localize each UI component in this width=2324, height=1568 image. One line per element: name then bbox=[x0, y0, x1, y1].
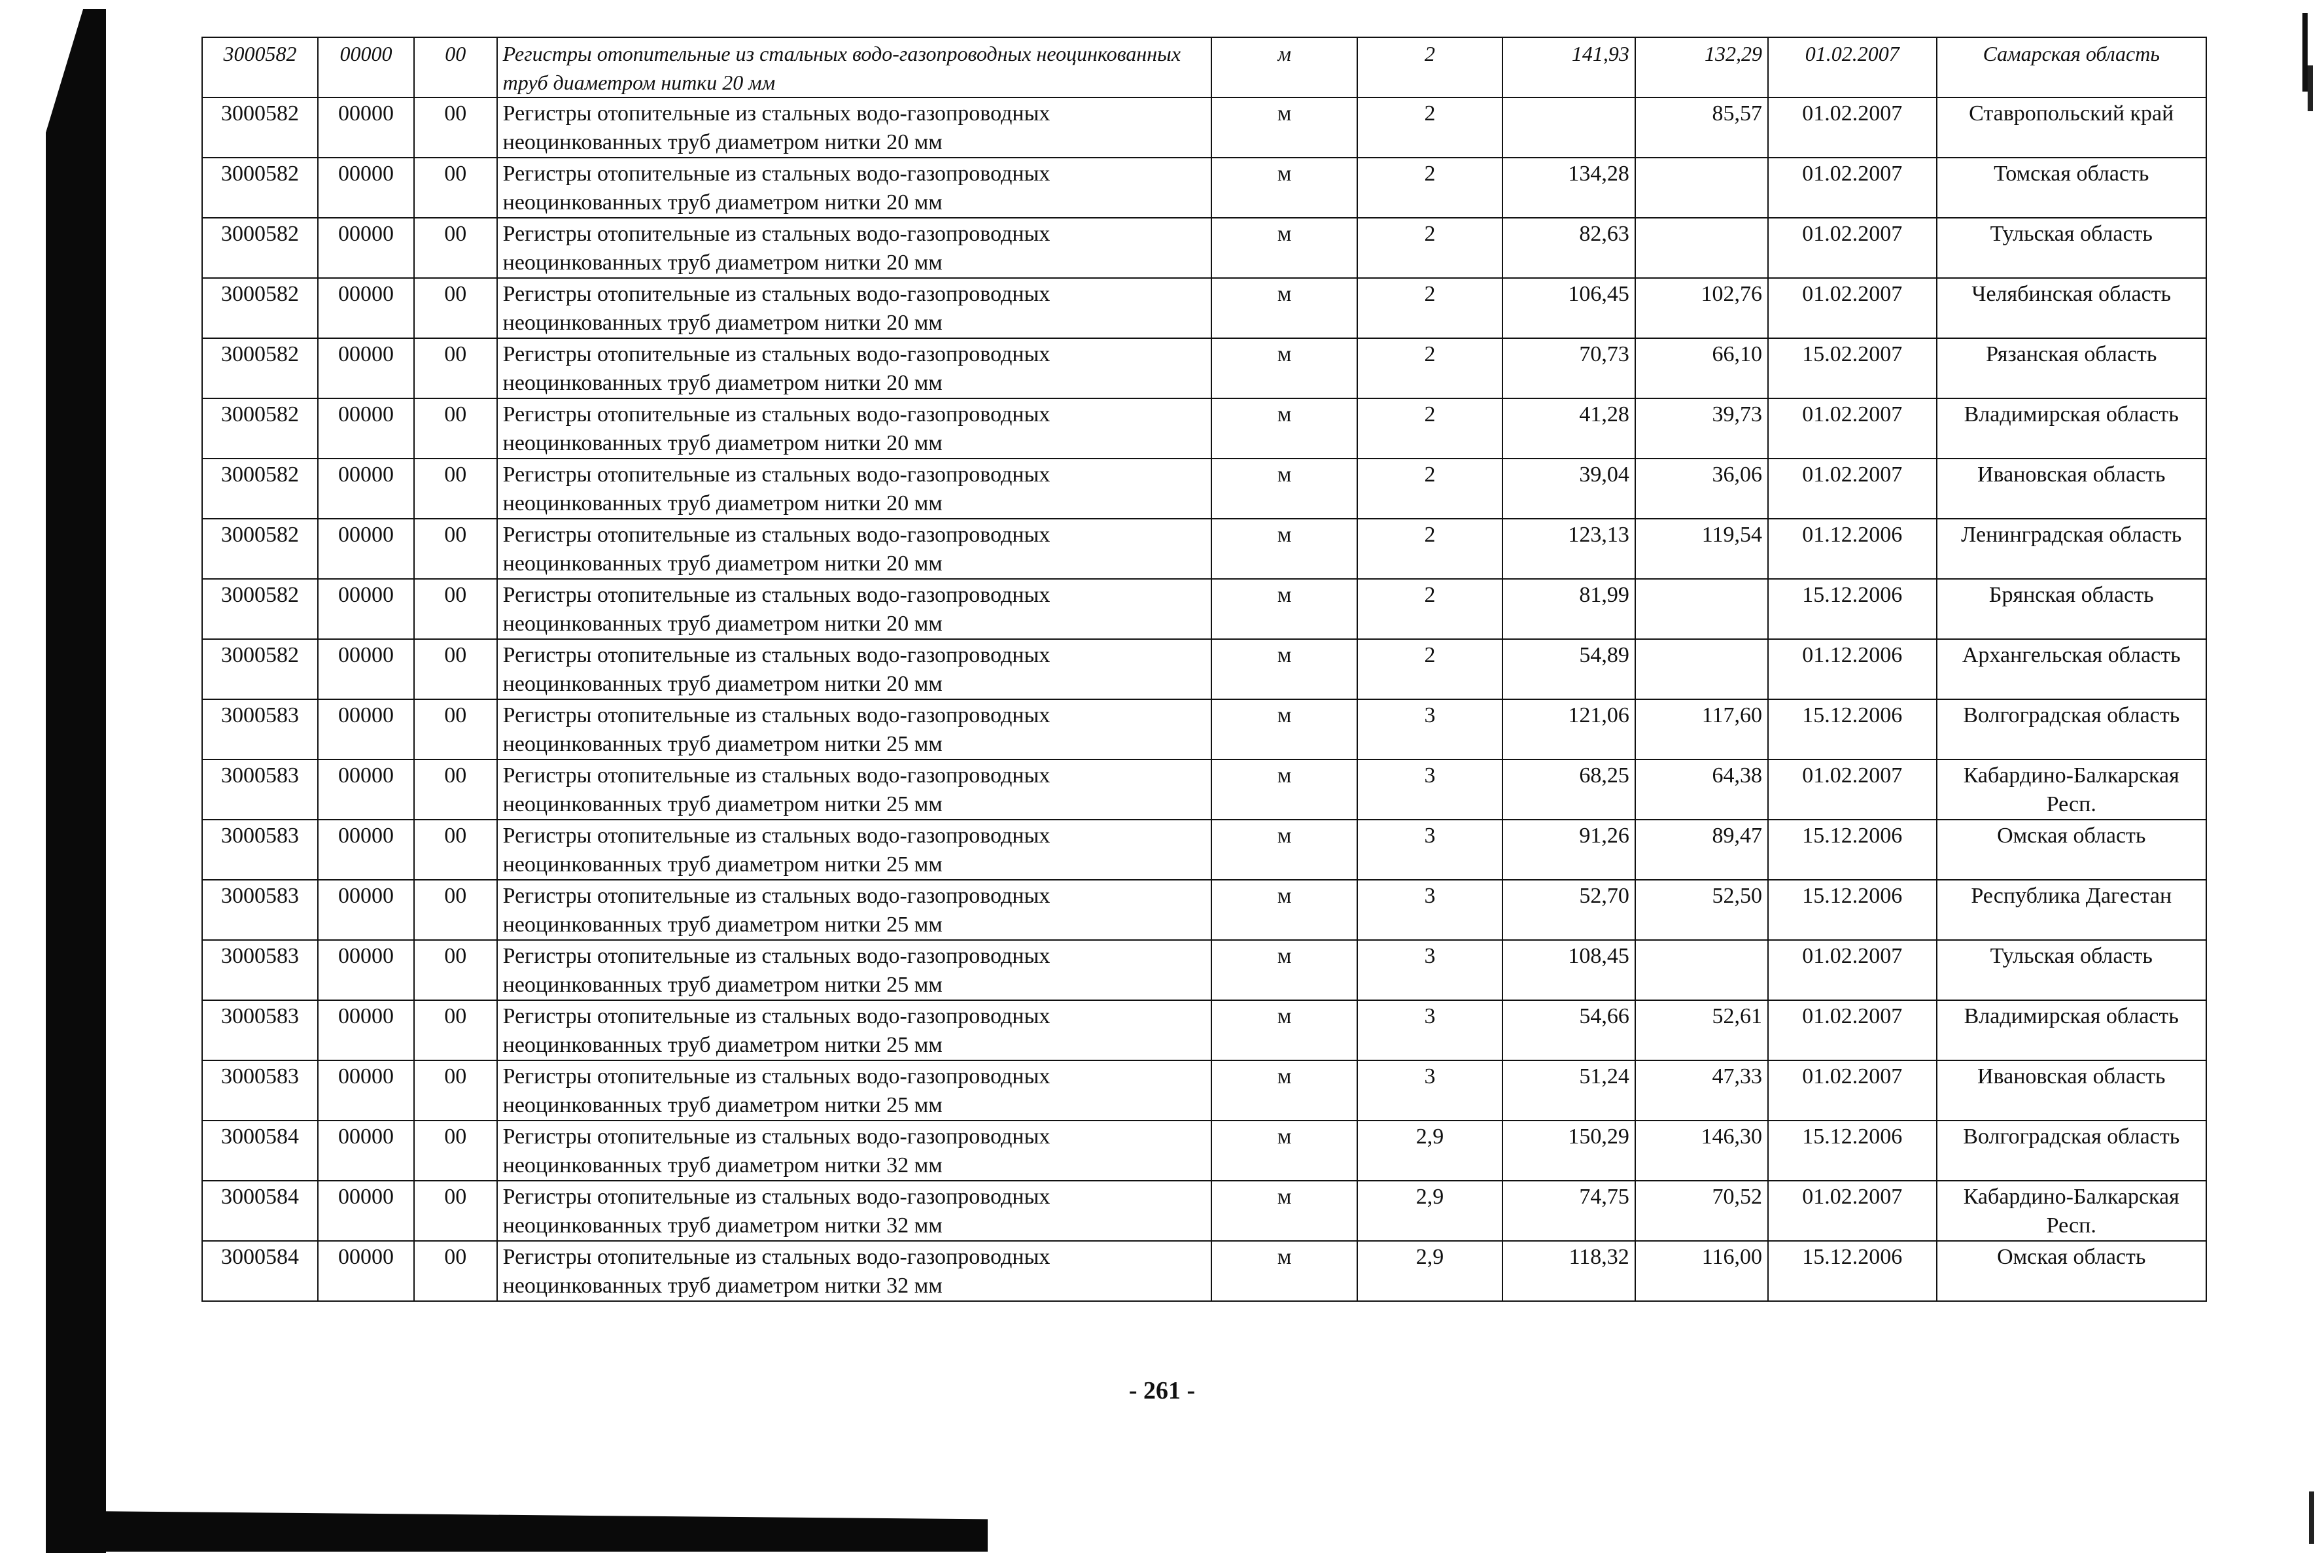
row-code: 3000583 bbox=[202, 940, 318, 1000]
row-quantity: 3 bbox=[1357, 1060, 1502, 1121]
row-code: 3000582 bbox=[202, 519, 318, 579]
row-subcode2: 00 bbox=[414, 1121, 497, 1181]
row-name: Регистры отопительные из стальных водо-газопроводных неоцинкованных труб диаметром нитки 20 мм bbox=[497, 398, 1211, 459]
row-region: Кабардино-Балкарская Респ. bbox=[1937, 1181, 2207, 1241]
row-price-2: 132,29 bbox=[1635, 37, 1768, 97]
row-region: Рязанская область bbox=[1937, 338, 2207, 398]
row-subcode2: 00 bbox=[414, 699, 497, 759]
row-date: 01.02.2007 bbox=[1768, 1181, 1937, 1241]
row-code: 3000583 bbox=[202, 759, 318, 820]
row-subcode: 00000 bbox=[318, 97, 414, 158]
row-quantity: 3 bbox=[1357, 880, 1502, 940]
row-region: Владимирская область bbox=[1937, 1000, 2207, 1060]
row-price-1: 91,26 bbox=[1502, 820, 1635, 880]
row-name: Регистры отопительные из стальных водо-газопроводных неоцинкованных труб диаметром нитки 32 мм bbox=[497, 1241, 1211, 1301]
row-price-2: 146,30 bbox=[1635, 1121, 1768, 1181]
row-region: Ивановская область bbox=[1937, 459, 2207, 519]
row-unit: м bbox=[1211, 97, 1357, 158]
row-quantity: 3 bbox=[1357, 1000, 1502, 1060]
row-subcode: 00000 bbox=[318, 579, 414, 639]
row-name: Регистры отопительные из стальных водо-газопроводных неоцинкованных труб диаметром нитки 25 мм bbox=[497, 820, 1211, 880]
row-quantity: 2 bbox=[1357, 218, 1502, 278]
row-subcode: 00000 bbox=[318, 820, 414, 880]
row-price-1: 118,32 bbox=[1502, 1241, 1635, 1301]
table-row bbox=[202, 880, 2206, 940]
scan-edge bbox=[0, 0, 4, 1568]
row-code: 3000582 bbox=[202, 218, 318, 278]
table-row bbox=[202, 459, 2206, 519]
row-subcode2: 00 bbox=[414, 639, 497, 699]
row-price-2: 36,06 bbox=[1635, 459, 1768, 519]
row-date: 01.02.2007 bbox=[1768, 278, 1937, 338]
row-name: Регистры отопительные из стальных водо-газопроводных неоцинкованных труб диаметром нитки 20 мм bbox=[497, 278, 1211, 338]
row-name: Регистры отопительные из стальных водо-газопроводных неоцинкованных труб диаметром нитки 25 мм bbox=[497, 880, 1211, 940]
row-price-1: 108,45 bbox=[1502, 940, 1635, 1000]
row-unit: м bbox=[1211, 1060, 1357, 1121]
table-row bbox=[202, 519, 2206, 579]
row-date: 01.02.2007 bbox=[1768, 459, 1937, 519]
row-subcode2: 00 bbox=[414, 940, 497, 1000]
row-quantity: 2 bbox=[1357, 459, 1502, 519]
row-name: Регистры отопительные из стальных водо-газопроводных неоцинкованных труб диаметром нитки 20 мм bbox=[497, 579, 1211, 639]
row-unit: м bbox=[1211, 459, 1357, 519]
row-subcode: 00000 bbox=[318, 1241, 414, 1301]
row-price-2: 39,73 bbox=[1635, 398, 1768, 459]
table-row bbox=[202, 940, 2206, 1000]
row-date: 15.12.2006 bbox=[1768, 699, 1937, 759]
row-subcode: 00000 bbox=[318, 459, 414, 519]
row-subcode: 00000 bbox=[318, 37, 414, 97]
row-name: Регистры отопительные из стальных водо-газопроводных неоцинкованных труб диаметром нитки 32 мм bbox=[497, 1181, 1211, 1241]
row-unit: м bbox=[1211, 1121, 1357, 1181]
row-quantity: 2 bbox=[1357, 519, 1502, 579]
row-name: Регистры отопительные из стальных водо-газопроводных неоцинкованных труб диаметром нитки 20 мм bbox=[497, 459, 1211, 519]
row-price-1: 123,13 bbox=[1502, 519, 1635, 579]
row-code: 3000583 bbox=[202, 1060, 318, 1121]
row-name: Регистры отопительные из стальных водо-газопроводных неоцинкованных труб диаметром нитки 20 мм bbox=[497, 639, 1211, 699]
row-subcode2: 00 bbox=[414, 759, 497, 820]
row-date: 01.02.2007 bbox=[1768, 398, 1937, 459]
row-price-1: 51,24 bbox=[1502, 1060, 1635, 1121]
row-subcode2: 00 bbox=[414, 1241, 497, 1301]
row-region: Волгоградская область bbox=[1937, 699, 2207, 759]
row-price-2 bbox=[1635, 579, 1768, 639]
row-quantity: 2 bbox=[1357, 97, 1502, 158]
row-subcode2: 00 bbox=[414, 218, 497, 278]
row-price-2: 117,60 bbox=[1635, 699, 1768, 759]
row-price-1: 68,25 bbox=[1502, 759, 1635, 820]
row-subcode: 00000 bbox=[318, 1181, 414, 1241]
row-subcode: 00000 bbox=[318, 158, 414, 218]
row-date: 01.02.2007 bbox=[1768, 1000, 1937, 1060]
row-unit: м bbox=[1211, 639, 1357, 699]
row-quantity: 2,9 bbox=[1357, 1181, 1502, 1241]
row-price-2: 102,76 bbox=[1635, 278, 1768, 338]
row-quantity: 2 bbox=[1357, 278, 1502, 338]
row-unit: м bbox=[1211, 1241, 1357, 1301]
row-subcode: 00000 bbox=[318, 398, 414, 459]
row-code: 3000582 bbox=[202, 398, 318, 459]
row-region: Кабардино-Балкарская Респ. bbox=[1937, 759, 2207, 820]
row-unit: м bbox=[1211, 579, 1357, 639]
row-price-2: 119,54 bbox=[1635, 519, 1768, 579]
row-name: Регистры отопительные из стальных водо-газопроводных неоцинкованных труб диаметром нитки 20 мм bbox=[497, 519, 1211, 579]
table-row bbox=[202, 1241, 2206, 1301]
row-name: Регистры отопительные из стальных водо-газопроводных неоцинкованных труб диаметром нитки 25 мм bbox=[497, 940, 1211, 1000]
row-quantity: 2,9 bbox=[1357, 1121, 1502, 1181]
table-row bbox=[202, 97, 2206, 158]
row-unit: м bbox=[1211, 338, 1357, 398]
row-price-1: 54,66 bbox=[1502, 1000, 1635, 1060]
row-price-2: 52,61 bbox=[1635, 1000, 1768, 1060]
table-row bbox=[202, 639, 2206, 699]
row-unit: м bbox=[1211, 699, 1357, 759]
row-unit: м bbox=[1211, 1000, 1357, 1060]
row-code: 3000582 bbox=[202, 338, 318, 398]
row-quantity: 2 bbox=[1357, 37, 1502, 97]
row-name: Регистры отопительные из стальных водо-газопроводных неоцинкованных труб диаметром нитки 20 мм bbox=[497, 97, 1211, 158]
row-region: Архангельская область bbox=[1937, 639, 2207, 699]
table-row bbox=[202, 1060, 2206, 1121]
row-code: 3000582 bbox=[202, 579, 318, 639]
table-row bbox=[202, 158, 2206, 218]
scan-shadow-left bbox=[46, 9, 106, 1553]
row-subcode2: 00 bbox=[414, 1181, 497, 1241]
row-unit: м bbox=[1211, 398, 1357, 459]
row-subcode: 00000 bbox=[318, 218, 414, 278]
row-date: 01.12.2006 bbox=[1768, 519, 1937, 579]
row-price-2: 89,47 bbox=[1635, 820, 1768, 880]
row-subcode2: 00 bbox=[414, 37, 497, 97]
row-name: Регистры отопительные из стальных водо-газопроводных неоцинкованных труб диаметром нитки 20 мм bbox=[497, 158, 1211, 218]
table-row bbox=[202, 1000, 2206, 1060]
row-unit: м bbox=[1211, 278, 1357, 338]
row-price-1: 82,63 bbox=[1502, 218, 1635, 278]
row-code: 3000582 bbox=[202, 278, 318, 338]
row-subcode2: 00 bbox=[414, 338, 497, 398]
row-price-2 bbox=[1635, 940, 1768, 1000]
scan-mark bbox=[2302, 13, 2308, 92]
row-date: 15.12.2006 bbox=[1768, 880, 1937, 940]
row-date: 15.12.2006 bbox=[1768, 579, 1937, 639]
row-price-1: 134,28 bbox=[1502, 158, 1635, 218]
row-name: Регистры отопительные из стальных водо-газопроводных неоцинкованных труб диаметром нитки 25 мм bbox=[497, 1000, 1211, 1060]
table-row bbox=[202, 398, 2206, 459]
row-region: Омская область bbox=[1937, 1241, 2207, 1301]
row-code: 3000582 bbox=[202, 158, 318, 218]
row-code: 3000583 bbox=[202, 1000, 318, 1060]
row-quantity: 2 bbox=[1357, 398, 1502, 459]
row-unit: м bbox=[1211, 519, 1357, 579]
row-date: 15.12.2006 bbox=[1768, 1241, 1937, 1301]
row-price-2: 64,38 bbox=[1635, 759, 1768, 820]
row-price-1: 54,89 bbox=[1502, 639, 1635, 699]
table-row bbox=[202, 37, 2206, 97]
row-quantity: 2,9 bbox=[1357, 1241, 1502, 1301]
price-table bbox=[201, 37, 2207, 1302]
table-row bbox=[202, 278, 2206, 338]
row-region: Тульская область bbox=[1937, 940, 2207, 1000]
row-subcode: 00000 bbox=[318, 639, 414, 699]
row-quantity: 2 bbox=[1357, 579, 1502, 639]
row-subcode: 00000 bbox=[318, 278, 414, 338]
row-price-1: 39,04 bbox=[1502, 459, 1635, 519]
scan-shadow-bottom bbox=[85, 1511, 988, 1552]
row-quantity: 2 bbox=[1357, 338, 1502, 398]
row-date: 15.12.2006 bbox=[1768, 820, 1937, 880]
row-date: 01.02.2007 bbox=[1768, 37, 1937, 97]
row-subcode2: 00 bbox=[414, 579, 497, 639]
row-code: 3000582 bbox=[202, 97, 318, 158]
row-subcode: 00000 bbox=[318, 519, 414, 579]
row-region: Челябинская область bbox=[1937, 278, 2207, 338]
row-date: 01.02.2007 bbox=[1768, 218, 1937, 278]
table-row bbox=[202, 820, 2206, 880]
table-row bbox=[202, 1181, 2206, 1241]
row-subcode2: 00 bbox=[414, 880, 497, 940]
row-region: Ставропольский край bbox=[1937, 97, 2207, 158]
row-quantity: 3 bbox=[1357, 940, 1502, 1000]
row-subcode2: 00 bbox=[414, 459, 497, 519]
row-subcode2: 00 bbox=[414, 1060, 497, 1121]
row-code: 3000582 bbox=[202, 459, 318, 519]
row-name: Регистры отопительные из стальных водо-газопроводных неоцинкованных труб диаметром нитки 25 мм bbox=[497, 699, 1211, 759]
row-region: Томская область bbox=[1937, 158, 2207, 218]
row-code: 3000584 bbox=[202, 1181, 318, 1241]
row-name: Регистры отопительные из стальных водо-газопроводных неоцинкованных труб диаметром нитки 20 мм bbox=[497, 338, 1211, 398]
scan-mark bbox=[2308, 65, 2313, 111]
row-name: Регистры отопительные из стальных водо-газопроводных неоцинкованных труб диаметром нитки 32 мм bbox=[497, 1121, 1211, 1181]
row-code: 3000582 bbox=[202, 639, 318, 699]
row-date: 01.02.2007 bbox=[1768, 1060, 1937, 1121]
row-region: Республика Дагестан bbox=[1937, 880, 2207, 940]
row-quantity: 3 bbox=[1357, 820, 1502, 880]
row-unit: м bbox=[1211, 880, 1357, 940]
row-name: Регистры отопительные из стальных водо-газопроводных неоцинкованных труб диаметром нитки 20 мм bbox=[497, 37, 1211, 97]
row-price-2: 70,52 bbox=[1635, 1181, 1768, 1241]
row-code: 3000584 bbox=[202, 1241, 318, 1301]
row-date: 01.12.2006 bbox=[1768, 639, 1937, 699]
row-price-1: 106,45 bbox=[1502, 278, 1635, 338]
row-region: Самарская область bbox=[1937, 37, 2207, 97]
row-price-2: 85,57 bbox=[1635, 97, 1768, 158]
table-body bbox=[202, 37, 2206, 1301]
row-subcode2: 00 bbox=[414, 97, 497, 158]
row-name: Регистры отопительные из стальных водо-газопроводных неоцинкованных труб диаметром нитки 20 мм bbox=[497, 218, 1211, 278]
row-subcode: 00000 bbox=[318, 338, 414, 398]
scan-mark bbox=[2309, 1491, 2314, 1544]
row-price-1: 41,28 bbox=[1502, 398, 1635, 459]
row-date: 01.02.2007 bbox=[1768, 97, 1937, 158]
row-region: Брянская область bbox=[1937, 579, 2207, 639]
row-subcode: 00000 bbox=[318, 1121, 414, 1181]
row-code: 3000583 bbox=[202, 820, 318, 880]
row-price-1: 121,06 bbox=[1502, 699, 1635, 759]
row-price-1: 81,99 bbox=[1502, 579, 1635, 639]
row-subcode: 00000 bbox=[318, 1060, 414, 1121]
row-price-1 bbox=[1502, 97, 1635, 158]
table-row bbox=[202, 579, 2206, 639]
row-region: Ивановская область bbox=[1937, 1060, 2207, 1121]
row-date: 01.02.2007 bbox=[1768, 158, 1937, 218]
row-date: 01.02.2007 bbox=[1768, 940, 1937, 1000]
row-unit: м bbox=[1211, 1181, 1357, 1241]
row-subcode2: 00 bbox=[414, 158, 497, 218]
table-row bbox=[202, 218, 2206, 278]
row-subcode2: 00 bbox=[414, 519, 497, 579]
row-region: Волгоградская область bbox=[1937, 1121, 2207, 1181]
table-row bbox=[202, 699, 2206, 759]
row-unit: м bbox=[1211, 759, 1357, 820]
row-subcode: 00000 bbox=[318, 940, 414, 1000]
row-name: Регистры отопительные из стальных водо-газопроводных неоцинкованных труб диаметром нитки 25 мм bbox=[497, 1060, 1211, 1121]
row-price-1: 52,70 bbox=[1502, 880, 1635, 940]
row-price-2: 66,10 bbox=[1635, 338, 1768, 398]
row-price-1: 141,93 bbox=[1502, 37, 1635, 97]
row-name: Регистры отопительные из стальных водо-газопроводных неоцинкованных труб диаметром нитки 25 мм bbox=[497, 759, 1211, 820]
page-number: - 261 - bbox=[1128, 1377, 1196, 1404]
row-subcode2: 00 bbox=[414, 820, 497, 880]
row-price-2: 47,33 bbox=[1635, 1060, 1768, 1121]
row-code: 3000584 bbox=[202, 1121, 318, 1181]
row-region: Омская область bbox=[1937, 820, 2207, 880]
row-code: 3000582 bbox=[202, 37, 318, 97]
table-row bbox=[202, 338, 2206, 398]
row-unit: м bbox=[1211, 158, 1357, 218]
table-row bbox=[202, 759, 2206, 820]
row-price-2: 52,50 bbox=[1635, 880, 1768, 940]
row-price-1: 150,29 bbox=[1502, 1121, 1635, 1181]
row-code: 3000583 bbox=[202, 699, 318, 759]
row-region: Ленинградская область bbox=[1937, 519, 2207, 579]
row-subcode2: 00 bbox=[414, 398, 497, 459]
row-date: 15.02.2007 bbox=[1768, 338, 1937, 398]
row-subcode: 00000 bbox=[318, 759, 414, 820]
row-quantity: 2 bbox=[1357, 158, 1502, 218]
row-unit: м bbox=[1211, 820, 1357, 880]
row-price-1: 74,75 bbox=[1502, 1181, 1635, 1241]
row-price-2: 116,00 bbox=[1635, 1241, 1768, 1301]
row-region: Тульская область bbox=[1937, 218, 2207, 278]
row-unit: м bbox=[1211, 940, 1357, 1000]
row-subcode2: 00 bbox=[414, 1000, 497, 1060]
row-unit: м bbox=[1211, 37, 1357, 97]
row-quantity: 2 bbox=[1357, 639, 1502, 699]
table-row bbox=[202, 1121, 2206, 1181]
row-subcode: 00000 bbox=[318, 880, 414, 940]
row-quantity: 3 bbox=[1357, 759, 1502, 820]
row-date: 15.12.2006 bbox=[1768, 1121, 1937, 1181]
row-subcode: 00000 bbox=[318, 699, 414, 759]
row-price-1: 70,73 bbox=[1502, 338, 1635, 398]
row-price-2 bbox=[1635, 218, 1768, 278]
row-subcode: 00000 bbox=[318, 1000, 414, 1060]
row-unit: м bbox=[1211, 218, 1357, 278]
row-region: Владимирская область bbox=[1937, 398, 2207, 459]
row-price-2 bbox=[1635, 639, 1768, 699]
row-quantity: 3 bbox=[1357, 699, 1502, 759]
row-code: 3000583 bbox=[202, 880, 318, 940]
row-price-2 bbox=[1635, 158, 1768, 218]
row-date: 01.02.2007 bbox=[1768, 759, 1937, 820]
row-subcode2: 00 bbox=[414, 278, 497, 338]
